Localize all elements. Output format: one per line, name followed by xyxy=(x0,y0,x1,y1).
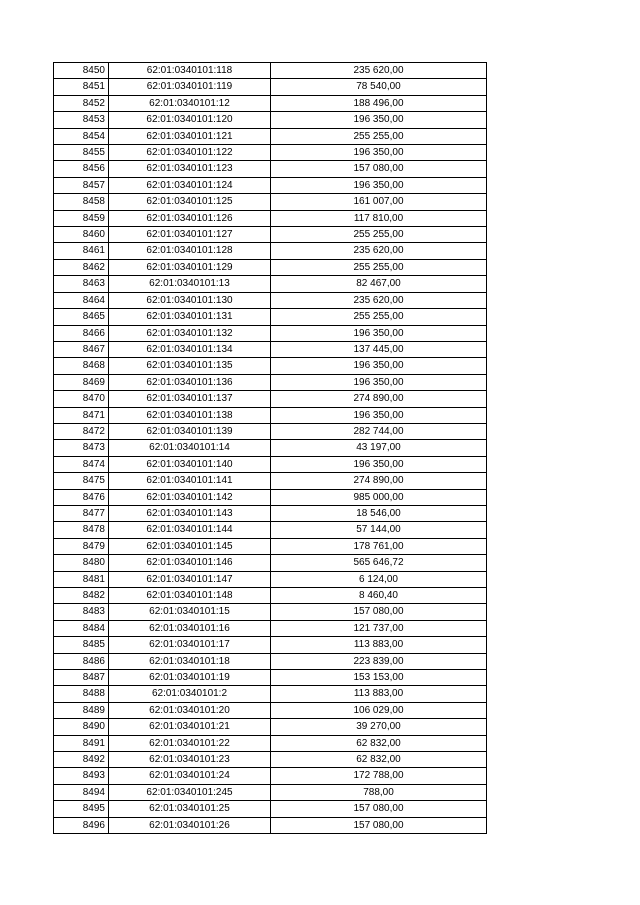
row-number: 8471 xyxy=(54,407,109,423)
cadastral-value: 235 620,00 xyxy=(271,292,487,308)
table-row xyxy=(54,259,487,275)
cadastral-value: 188 496,00 xyxy=(271,95,487,111)
row-number: 8450 xyxy=(54,63,109,79)
table-row xyxy=(54,243,487,259)
row-number: 8453 xyxy=(54,112,109,128)
table-row xyxy=(54,423,487,439)
cadastral-value: 255 255,00 xyxy=(271,128,487,144)
row-number: 8488 xyxy=(54,686,109,702)
cadastral-number: 62:01:0340101:25 xyxy=(109,801,271,817)
cadastral-value: 196 350,00 xyxy=(271,177,487,193)
table-row xyxy=(54,292,487,308)
row-number: 8472 xyxy=(54,423,109,439)
cadastral-value: 153 153,00 xyxy=(271,670,487,686)
table-row xyxy=(54,588,487,604)
cadastral-number: 62:01:0340101:21 xyxy=(109,719,271,735)
cadastral-value: 274 890,00 xyxy=(271,473,487,489)
cadastral-value: 62 832,00 xyxy=(271,735,487,751)
cadastral-value: 43 197,00 xyxy=(271,440,487,456)
row-number: 8477 xyxy=(54,505,109,521)
cadastral-value: 235 620,00 xyxy=(271,243,487,259)
cadastral-number: 62:01:0340101:18 xyxy=(109,653,271,669)
table-row xyxy=(54,63,487,79)
table-row xyxy=(54,571,487,587)
cadastral-number: 62:01:0340101:126 xyxy=(109,210,271,226)
cadastral-number: 62:01:0340101:118 xyxy=(109,63,271,79)
table-row xyxy=(54,637,487,653)
row-number: 8481 xyxy=(54,571,109,587)
cadastral-value: 255 255,00 xyxy=(271,259,487,275)
row-number: 8457 xyxy=(54,177,109,193)
cadastral-number: 62:01:0340101:15 xyxy=(109,604,271,620)
row-number: 8461 xyxy=(54,243,109,259)
row-number: 8493 xyxy=(54,768,109,784)
cadastral-number: 62:01:0340101:124 xyxy=(109,177,271,193)
row-number: 8482 xyxy=(54,588,109,604)
row-number: 8455 xyxy=(54,145,109,161)
cadastral-number: 62:01:0340101:122 xyxy=(109,145,271,161)
row-number: 8468 xyxy=(54,358,109,374)
table-row xyxy=(54,391,487,407)
table-row xyxy=(54,95,487,111)
row-number: 8463 xyxy=(54,276,109,292)
cadastral-value: 78 540,00 xyxy=(271,79,487,95)
row-number: 8452 xyxy=(54,95,109,111)
cadastral-number: 62:01:0340101:148 xyxy=(109,588,271,604)
table-row xyxy=(54,538,487,554)
cadastral-number: 62:01:0340101:145 xyxy=(109,538,271,554)
row-number: 8454 xyxy=(54,128,109,144)
cadastral-number: 62:01:0340101:137 xyxy=(109,391,271,407)
cadastral-value: 196 350,00 xyxy=(271,145,487,161)
cadastral-value: 196 350,00 xyxy=(271,325,487,341)
cadastral-number: 62:01:0340101:127 xyxy=(109,227,271,243)
cadastral-value: 39 270,00 xyxy=(271,719,487,735)
table-row xyxy=(54,276,487,292)
cadastral-value: 282 744,00 xyxy=(271,423,487,439)
cadastral-value: 223 839,00 xyxy=(271,653,487,669)
cadastral-value: 157 080,00 xyxy=(271,801,487,817)
row-number: 8466 xyxy=(54,325,109,341)
table-row xyxy=(54,686,487,702)
cadastral-number: 62:01:0340101:123 xyxy=(109,161,271,177)
table-row xyxy=(54,473,487,489)
row-number: 8469 xyxy=(54,374,109,390)
cadastral-value: 18 546,00 xyxy=(271,505,487,521)
row-number: 8496 xyxy=(54,817,109,833)
cadastral-number: 62:01:0340101:19 xyxy=(109,670,271,686)
cadastral-number: 62:01:0340101:119 xyxy=(109,79,271,95)
table-body xyxy=(54,63,487,834)
row-number: 8459 xyxy=(54,210,109,226)
cadastral-value: 82 467,00 xyxy=(271,276,487,292)
table-row xyxy=(54,309,487,325)
cadastral-value: 106 029,00 xyxy=(271,702,487,718)
cadastral-number: 62:01:0340101:139 xyxy=(109,423,271,439)
cadastral-value: 274 890,00 xyxy=(271,391,487,407)
row-number: 8479 xyxy=(54,538,109,554)
cadastral-number: 62:01:0340101:14 xyxy=(109,440,271,456)
cadastral-number: 62:01:0340101:22 xyxy=(109,735,271,751)
row-number: 8475 xyxy=(54,473,109,489)
cadastral-number: 62:01:0340101:23 xyxy=(109,752,271,768)
row-number: 8451 xyxy=(54,79,109,95)
row-number: 8480 xyxy=(54,555,109,571)
cadastral-value: 6 124,00 xyxy=(271,571,487,587)
table-row xyxy=(54,653,487,669)
table-row xyxy=(54,522,487,538)
row-number: 8470 xyxy=(54,391,109,407)
cadastral-value-table xyxy=(53,62,487,834)
cadastral-value: 255 255,00 xyxy=(271,227,487,243)
cadastral-number: 62:01:0340101:131 xyxy=(109,309,271,325)
table-row xyxy=(54,670,487,686)
row-number: 8483 xyxy=(54,604,109,620)
row-number: 8486 xyxy=(54,653,109,669)
cadastral-number: 62:01:0340101:17 xyxy=(109,637,271,653)
table-row xyxy=(54,456,487,472)
table-row xyxy=(54,702,487,718)
cadastral-value: 57 144,00 xyxy=(271,522,487,538)
cadastral-value: 196 350,00 xyxy=(271,456,487,472)
table-row xyxy=(54,128,487,144)
cadastral-value: 157 080,00 xyxy=(271,604,487,620)
table-row xyxy=(54,325,487,341)
table-row xyxy=(54,227,487,243)
cadastral-number: 62:01:0340101:140 xyxy=(109,456,271,472)
cadastral-value: 196 350,00 xyxy=(271,358,487,374)
cadastral-value: 121 737,00 xyxy=(271,620,487,636)
cadastral-number: 62:01:0340101:135 xyxy=(109,358,271,374)
table-row xyxy=(54,112,487,128)
table-row xyxy=(54,817,487,833)
cadastral-value: 196 350,00 xyxy=(271,374,487,390)
cadastral-value: 985 000,00 xyxy=(271,489,487,505)
cadastral-number: 62:01:0340101:2 xyxy=(109,686,271,702)
cadastral-number: 62:01:0340101:13 xyxy=(109,276,271,292)
table-row xyxy=(54,555,487,571)
cadastral-number: 62:01:0340101:125 xyxy=(109,194,271,210)
table-row xyxy=(54,210,487,226)
cadastral-value: 157 080,00 xyxy=(271,817,487,833)
cadastral-number: 62:01:0340101:16 xyxy=(109,620,271,636)
table-row xyxy=(54,407,487,423)
cadastral-number: 62:01:0340101:141 xyxy=(109,473,271,489)
table-row xyxy=(54,768,487,784)
cadastral-number: 62:01:0340101:138 xyxy=(109,407,271,423)
cadastral-number: 62:01:0340101:134 xyxy=(109,341,271,357)
table-row xyxy=(54,752,487,768)
row-number: 8464 xyxy=(54,292,109,308)
cadastral-value: 113 883,00 xyxy=(271,637,487,653)
table-row xyxy=(54,177,487,193)
cadastral-value: 157 080,00 xyxy=(271,161,487,177)
cadastral-number: 62:01:0340101:245 xyxy=(109,784,271,800)
cadastral-number: 62:01:0340101:26 xyxy=(109,817,271,833)
cadastral-value: 117 810,00 xyxy=(271,210,487,226)
row-number: 8462 xyxy=(54,259,109,275)
table-row xyxy=(54,801,487,817)
row-number: 8476 xyxy=(54,489,109,505)
row-number: 8484 xyxy=(54,620,109,636)
cadastral-value: 565 646,72 xyxy=(271,555,487,571)
table-row xyxy=(54,145,487,161)
cadastral-number: 62:01:0340101:146 xyxy=(109,555,271,571)
row-number: 8458 xyxy=(54,194,109,210)
cadastral-number: 62:01:0340101:147 xyxy=(109,571,271,587)
table-row xyxy=(54,374,487,390)
cadastral-value: 137 445,00 xyxy=(271,341,487,357)
row-number: 8456 xyxy=(54,161,109,177)
table-row xyxy=(54,194,487,210)
row-number: 8489 xyxy=(54,702,109,718)
table-row xyxy=(54,505,487,521)
row-number: 8494 xyxy=(54,784,109,800)
row-number: 8460 xyxy=(54,227,109,243)
table-row xyxy=(54,489,487,505)
row-number: 8474 xyxy=(54,456,109,472)
cadastral-number: 62:01:0340101:142 xyxy=(109,489,271,505)
cadastral-number: 62:01:0340101:120 xyxy=(109,112,271,128)
row-number: 8485 xyxy=(54,637,109,653)
cadastral-number: 62:01:0340101:144 xyxy=(109,522,271,538)
table-row xyxy=(54,161,487,177)
row-number: 8478 xyxy=(54,522,109,538)
table-row xyxy=(54,440,487,456)
cadastral-number: 62:01:0340101:121 xyxy=(109,128,271,144)
row-number: 8492 xyxy=(54,752,109,768)
cadastral-number: 62:01:0340101:12 xyxy=(109,95,271,111)
cadastral-value: 788,00 xyxy=(271,784,487,800)
table-row xyxy=(54,620,487,636)
cadastral-number: 62:01:0340101:24 xyxy=(109,768,271,784)
table-row xyxy=(54,719,487,735)
cadastral-value: 62 832,00 xyxy=(271,752,487,768)
cadastral-number: 62:01:0340101:20 xyxy=(109,702,271,718)
cadastral-number: 62:01:0340101:143 xyxy=(109,505,271,521)
cadastral-value: 235 620,00 xyxy=(271,63,487,79)
cadastral-value: 196 350,00 xyxy=(271,112,487,128)
cadastral-value: 196 350,00 xyxy=(271,407,487,423)
cadastral-number: 62:01:0340101:136 xyxy=(109,374,271,390)
row-number: 8465 xyxy=(54,309,109,325)
table-row xyxy=(54,604,487,620)
table-row xyxy=(54,79,487,95)
cadastral-value: 172 788,00 xyxy=(271,768,487,784)
cadastral-number: 62:01:0340101:129 xyxy=(109,259,271,275)
cadastral-value: 161 007,00 xyxy=(271,194,487,210)
cadastral-number: 62:01:0340101:130 xyxy=(109,292,271,308)
row-number: 8495 xyxy=(54,801,109,817)
cadastral-value: 8 460,40 xyxy=(271,588,487,604)
cadastral-number: 62:01:0340101:132 xyxy=(109,325,271,341)
cadastral-number: 62:01:0340101:128 xyxy=(109,243,271,259)
table-row xyxy=(54,735,487,751)
table-row xyxy=(54,358,487,374)
row-number: 8491 xyxy=(54,735,109,751)
row-number: 8490 xyxy=(54,719,109,735)
cadastral-value: 178 761,00 xyxy=(271,538,487,554)
row-number: 8467 xyxy=(54,341,109,357)
table-row xyxy=(54,784,487,800)
cadastral-value: 113 883,00 xyxy=(271,686,487,702)
table-row xyxy=(54,341,487,357)
row-number: 8487 xyxy=(54,670,109,686)
row-number: 8473 xyxy=(54,440,109,456)
cadastral-value: 255 255,00 xyxy=(271,309,487,325)
